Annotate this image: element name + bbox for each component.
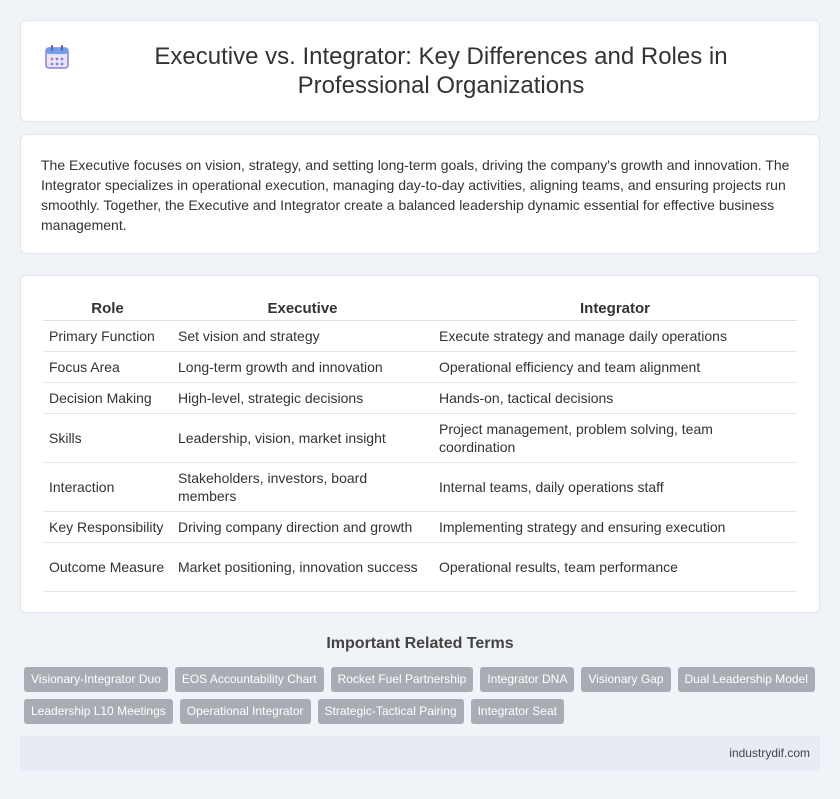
cell-executive: Driving company direction and growth [172,512,433,543]
cell-executive: Leadership, vision, market insight [172,414,433,463]
related-term-tag[interactable]: EOS Accountability Chart [175,667,324,692]
cell-executive: High-level, strategic decisions [172,383,433,414]
related-term-tag[interactable]: Visionary Gap [581,667,670,692]
header-role: Role [43,296,172,321]
footer [20,736,820,770]
related-term-tag[interactable]: Strategic-Tactical Pairing [318,699,464,724]
cell-integrator: Operational results, team performance [433,543,797,592]
header-card [20,20,820,122]
table-row [43,352,797,383]
cell-executive: Long-term growth and innovation [172,352,433,383]
cell-executive: Set vision and strategy [172,321,433,352]
table-row [43,414,797,463]
cell-role: Focus Area [43,352,172,383]
related-terms-list [20,667,820,724]
table-row [43,512,797,543]
table-row [43,321,797,352]
cell-integrator: Implementing strategy and ensuring execution [433,512,797,543]
calendar-icon [44,44,70,70]
related-terms-title: Important Related Terms [326,635,514,652]
related-term-tag[interactable]: Dual Leadership Model [678,667,815,692]
cell-role: Primary Function [43,321,172,352]
related-term-tag[interactable]: Operational Integrator [180,699,311,724]
intro-paragraph: The Executive focuses on vision, strategy, and setting long-term goals, driving the company's growth and innovation. The Integrator specializes in operational execution, managing day-to-day activities, aligning teams, and ensuring projects run smoothly. Together, the Executive and Integrator create a balanced leadership dynamic essential for effective business management. [41,157,790,233]
cell-role: Outcome Measure [43,543,172,592]
table-row [43,383,797,414]
cell-role: Decision Making [43,383,172,414]
related-term-tag[interactable]: Integrator DNA [480,667,574,692]
cell-integrator: Operational efficiency and team alignment [433,352,797,383]
related-term-tag[interactable]: Leadership L10 Meetings [24,699,173,724]
related-term-tag[interactable]: Rocket Fuel Partnership [331,667,474,692]
table-row [43,463,797,512]
page-title: Executive vs. Integrator: Key Differences and Roles in Professional Organizations [154,43,728,99]
cell-role: Skills [43,414,172,463]
related-term-tag[interactable]: Visionary-Integrator Duo [24,667,168,692]
comparison-card [20,275,820,613]
footer-site-link[interactable]: industrydif.com [729,746,810,760]
table-row [43,543,797,592]
cell-executive: Stakeholders, investors, board members [172,463,433,512]
table-header-row [43,296,797,321]
cell-executive: Market positioning, innovation success [172,543,433,592]
cell-integrator: Execute strategy and manage daily operations [433,321,797,352]
cell-integrator: Project management, problem solving, team coordination [433,414,797,463]
cell-role: Interaction [43,463,172,512]
cell-role: Key Responsibility [43,512,172,543]
intro-card [20,134,820,254]
header-integrator: Integrator [433,296,797,321]
related-term-tag[interactable]: Integrator Seat [471,699,564,724]
header-executive: Executive [172,296,433,321]
cell-integrator: Internal teams, daily operations staff [433,463,797,512]
comparison-table [43,296,797,592]
cell-integrator: Hands-on, tactical decisions [433,383,797,414]
